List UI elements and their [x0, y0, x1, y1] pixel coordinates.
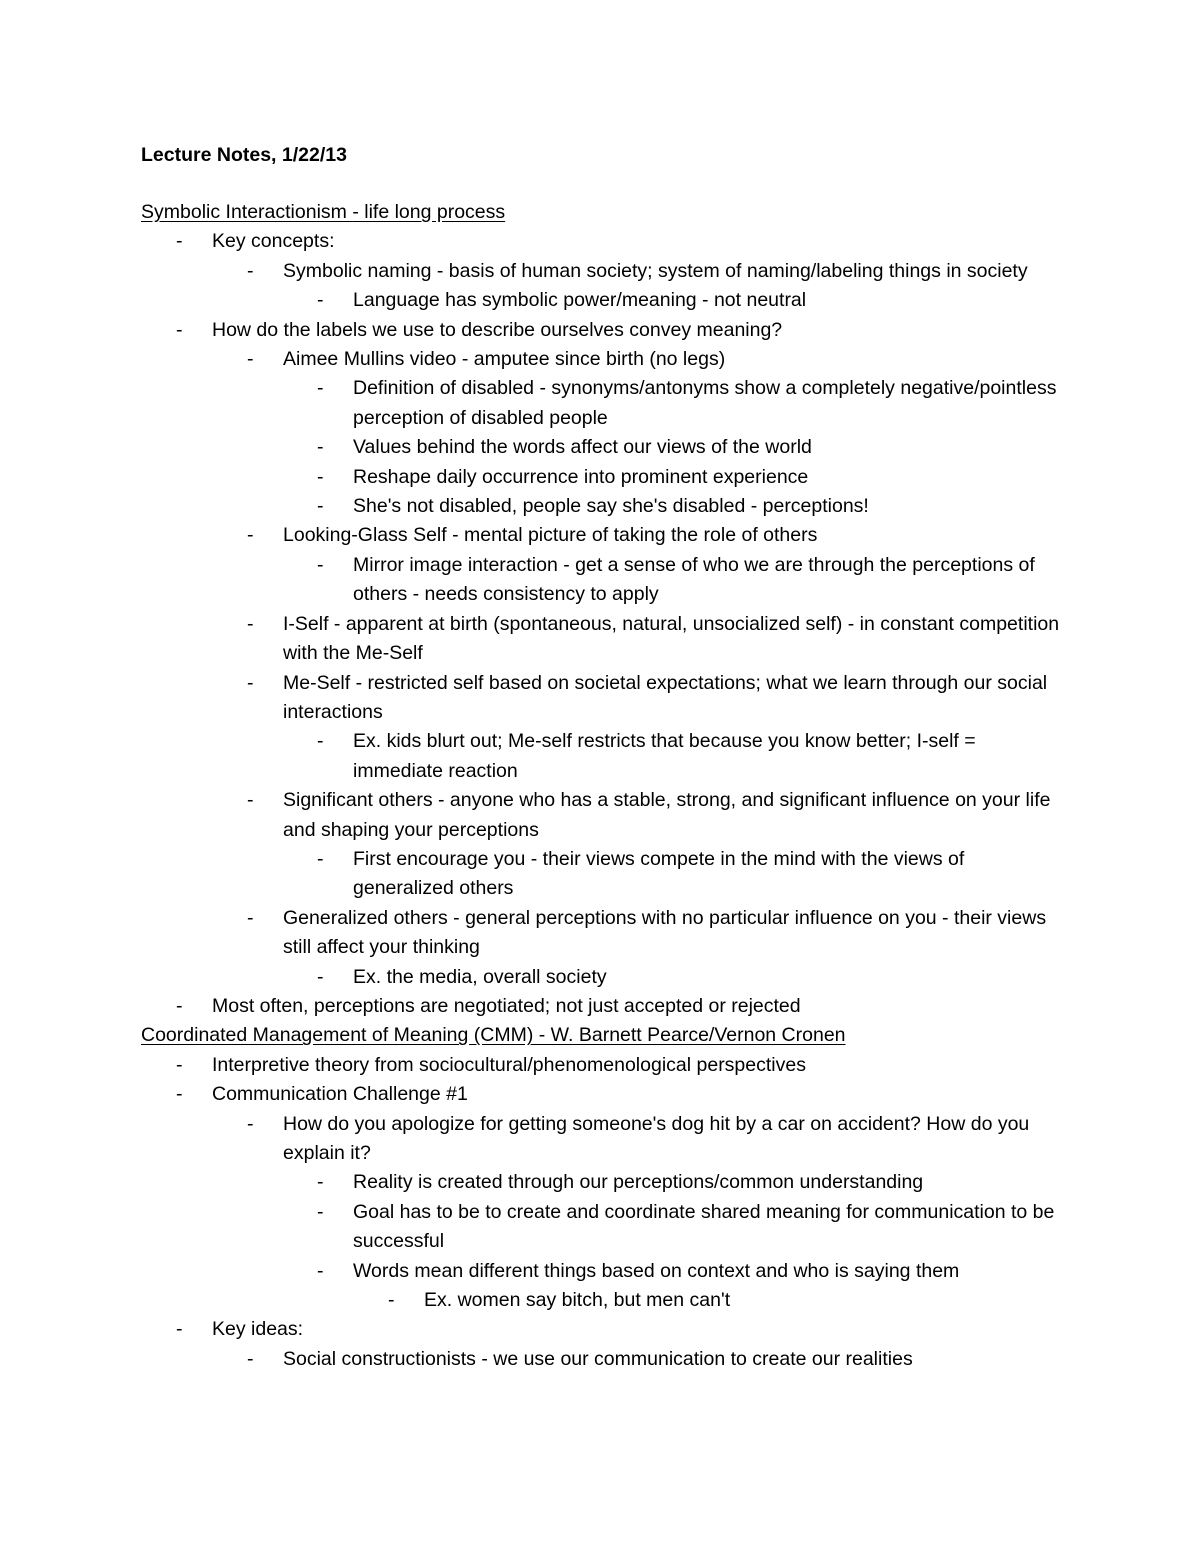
- list-item-text: Definition of disabled - synonyms/antonyms show a completely negative/pointless perception of disabled people: [353, 377, 1057, 429]
- list-item: [141, 610, 1060, 669]
- spacer: [141, 170, 1060, 198]
- dash-bullet-icon: -: [317, 289, 324, 312]
- list-item-text: How do the labels we use to describe ourselves convey meaning?: [212, 318, 783, 341]
- dash-bullet-icon: -: [247, 259, 254, 282]
- list-item: [141, 1051, 1060, 1080]
- notes-body: [141, 198, 1060, 1374]
- dash-bullet-icon: -: [388, 1289, 395, 1312]
- dash-bullet-icon: -: [176, 994, 183, 1017]
- section-heading: [141, 1021, 1060, 1050]
- dash-bullet-icon: -: [317, 730, 324, 753]
- dash-bullet-icon: -: [317, 495, 324, 518]
- list-item-text: Ex. the media, overall society: [353, 965, 607, 988]
- list-item: [141, 669, 1060, 728]
- list-item-text: Generalized others - general perceptions with no particular influence on you - their views still affect your thinking: [283, 906, 1047, 959]
- list-item-text: I-Self - apparent at birth (spontaneous, natural, unsocialized self) - in constant competition with the Me-Self: [283, 612, 1060, 665]
- dash-bullet-icon: -: [317, 436, 324, 459]
- list-item: [141, 727, 1060, 786]
- dash-bullet-icon: -: [176, 318, 183, 341]
- page-title: Lecture Notes, 1/22/13: [141, 144, 347, 166]
- dash-bullet-icon: -: [176, 1083, 183, 1106]
- list-item: [141, 1286, 1060, 1315]
- dash-bullet-icon: -: [247, 524, 254, 547]
- list-item: [141, 521, 1060, 550]
- list-item-text: Reshape daily occurrence into prominent experience: [353, 465, 809, 488]
- list-item-text: Significant others - anyone who has a stable, strong, and significant influence on your life and shaping your perceptions: [283, 789, 1051, 841]
- list-item: [141, 551, 1060, 610]
- list-item: [141, 1257, 1060, 1286]
- list-item-text: She's not disabled, people say she's disabled - perceptions!: [353, 495, 869, 518]
- dash-bullet-icon: -: [317, 1171, 324, 1194]
- list-item: [141, 1168, 1060, 1197]
- dash-bullet-icon: -: [247, 348, 254, 371]
- dash-bullet-icon: -: [176, 230, 183, 253]
- list-item-text: Symbolic naming - basis of human society; system of naming/labeling things in society: [283, 259, 1028, 282]
- dash-bullet-icon: -: [247, 1112, 254, 1135]
- list-item-text: Ex. kids blurt out; Me-self restricts that because you know better; I-self = immediate reaction: [353, 730, 976, 782]
- list-item-text: Interpretive theory from sociocultural/phenomenological perspectives: [212, 1053, 806, 1076]
- list-item: [141, 1080, 1060, 1109]
- list-item: [141, 1110, 1060, 1169]
- dash-bullet-icon: -: [176, 1053, 183, 1076]
- list-item-text: Communication Challenge #1: [212, 1083, 468, 1106]
- list-item: [141, 345, 1060, 374]
- list-item-text: Language has symbolic power/meaning - not neutral: [353, 289, 807, 312]
- list-item-text: Mirror image interaction - get a sense of who we are through the perceptions of others - needs consistency to apply: [353, 553, 1035, 606]
- dash-bullet-icon: -: [317, 1200, 324, 1223]
- dash-bullet-icon: -: [247, 612, 254, 635]
- list-item: [141, 374, 1060, 433]
- dash-bullet-icon: -: [317, 553, 324, 576]
- list-item: [141, 286, 1060, 315]
- list-item-text: Me-Self - restricted self based on societal expectations; what we learn through our social interactions: [283, 671, 1048, 723]
- section-heading-description: - life long process: [352, 201, 506, 223]
- list-item-text: Ex. women say bitch, but men can't: [424, 1289, 731, 1312]
- list-item-text: Words mean different things based on context and who is saying them: [353, 1259, 960, 1282]
- dash-bullet-icon: -: [247, 789, 254, 812]
- dash-bullet-icon: -: [317, 1259, 324, 1282]
- dash-bullet-icon: -: [247, 1347, 254, 1370]
- list-item-text: Looking-Glass Self - mental picture of taking the role of others: [283, 524, 818, 547]
- section-heading-label: Coordinated Management of Meaning (CMM) - W. Barnett Pearce/Vernon Cronen: [141, 1024, 846, 1047]
- list-item: [141, 1345, 1060, 1374]
- list-item-text: Most often, perceptions are negotiated; not just accepted or rejected: [212, 994, 801, 1017]
- list-item: [141, 992, 1060, 1021]
- list-item: [141, 845, 1060, 904]
- dash-bullet-icon: -: [247, 906, 254, 929]
- list-item: [141, 1315, 1060, 1344]
- list-item-text: Values behind the words affect our views of the world: [353, 436, 812, 459]
- list-item-text: Reality is created through our perceptions/common understanding: [353, 1171, 924, 1194]
- list-item: [141, 463, 1060, 492]
- list-item-text: First encourage you - their views compete in the mind with the views of generalized others: [353, 847, 965, 900]
- list-item: [141, 433, 1060, 462]
- section-heading-label: Symbolic Interactionism: [141, 201, 353, 223]
- list-item: [141, 316, 1060, 345]
- section-heading: [141, 198, 1060, 227]
- list-item: [141, 786, 1060, 845]
- dash-bullet-icon: -: [176, 1318, 183, 1341]
- dash-bullet-icon: -: [317, 465, 324, 488]
- list-item: [141, 963, 1060, 992]
- list-item-text: Social constructionists - we use our communication to create our realities: [283, 1347, 913, 1370]
- list-item-text: Key concepts:: [212, 230, 335, 253]
- list-item-text: Key ideas:: [212, 1318, 304, 1341]
- dash-bullet-icon: -: [247, 671, 254, 694]
- list-item-text: How do you apologize for getting someone's dog hit by a car on accident? How do you explain it?: [283, 1112, 1030, 1164]
- list-item: [141, 904, 1060, 963]
- list-item: [141, 227, 1060, 256]
- list-item: [141, 1198, 1060, 1257]
- list-item-text: Goal has to be to create and coordinate shared meaning for communication to be successful: [353, 1200, 1055, 1253]
- dash-bullet-icon: -: [317, 965, 324, 988]
- list-item: [141, 257, 1060, 286]
- list-item: [141, 492, 1060, 521]
- dash-bullet-icon: -: [317, 377, 324, 400]
- list-item-text: Aimee Mullins video - amputee since birth (no legs): [283, 348, 726, 371]
- dash-bullet-icon: -: [317, 847, 324, 870]
